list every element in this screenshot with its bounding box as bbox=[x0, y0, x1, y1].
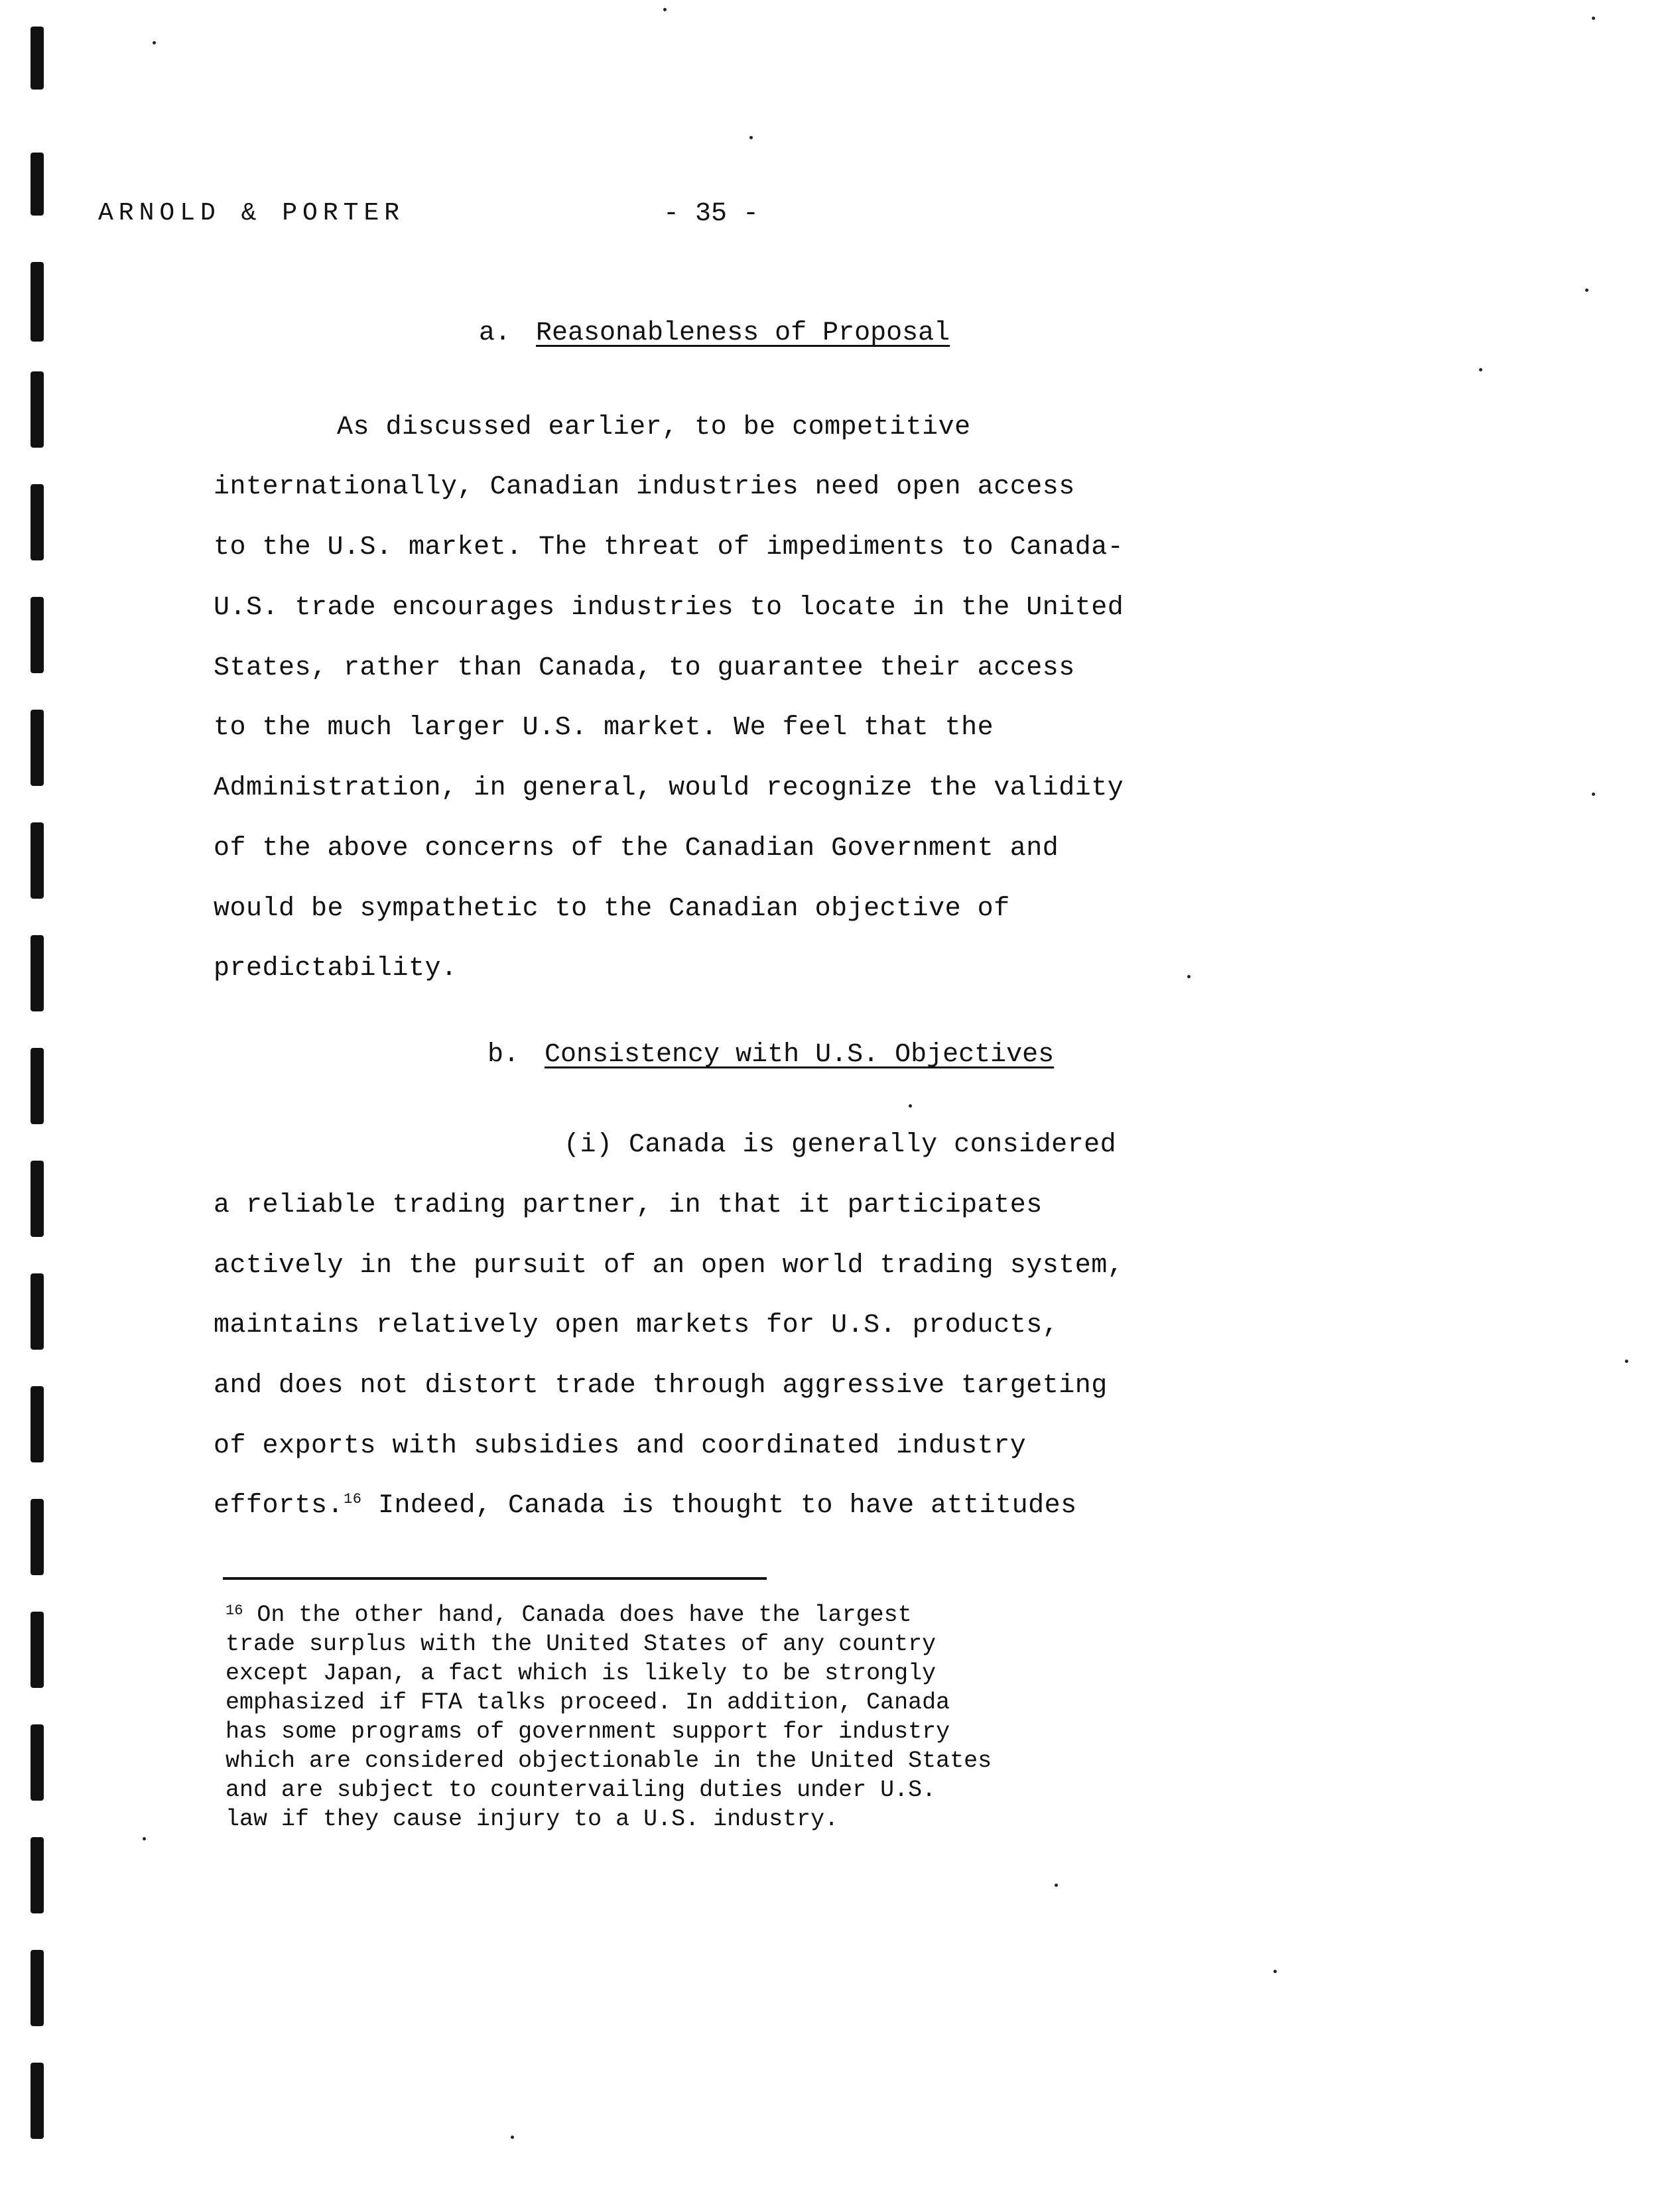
section-a-line: internationally, Canadian industries need open access bbox=[214, 472, 1075, 502]
section-b-last-line bbox=[214, 1491, 1077, 1521]
section-a-line: Administration, in general, would recognize the validity bbox=[214, 773, 1124, 803]
section-a-line: As discussed earlier, to be competitive bbox=[337, 413, 971, 442]
section-a-line: States, rather than Canada, to guarantee their access bbox=[214, 653, 1075, 683]
punch-mark bbox=[31, 371, 44, 448]
scan-speck bbox=[1479, 368, 1482, 371]
section-a-title: Reasonableness of Proposal bbox=[536, 318, 950, 348]
footnote-line: except Japan, a fact which is likely to be strongly bbox=[226, 1660, 937, 1687]
footnote-indent bbox=[243, 1602, 257, 1628]
section-b-line: maintains relatively open markets for U.S. products, bbox=[214, 1311, 1059, 1340]
scan-speck bbox=[143, 1837, 146, 1840]
punch-mark bbox=[31, 822, 44, 899]
section-a-line: predictability. bbox=[214, 954, 458, 984]
footnote-line: which are considered objectionable in the United States bbox=[226, 1748, 992, 1774]
scan-speck bbox=[909, 1104, 912, 1108]
footnote-line: has some programs of government support for industry bbox=[226, 1718, 950, 1745]
scan-speck bbox=[1187, 975, 1191, 978]
punch-mark bbox=[31, 1386, 44, 1462]
section-b-heading bbox=[487, 1040, 1054, 1070]
scan-speck bbox=[1585, 289, 1588, 292]
punch-mark bbox=[31, 1724, 44, 1801]
section-b-line: of exports with subsidies and coordinated industry bbox=[214, 1431, 1027, 1461]
section-b-line: efforts. bbox=[214, 1491, 344, 1521]
footnote-reference: 16 bbox=[344, 1491, 362, 1508]
punch-mark bbox=[31, 1499, 44, 1575]
scan-speck bbox=[1625, 1360, 1628, 1363]
scan-speck bbox=[1055, 1884, 1058, 1887]
punch-mark bbox=[31, 597, 44, 673]
punch-mark bbox=[31, 484, 44, 560]
footnote-line: On the other hand, Canada does have the largest bbox=[257, 1602, 912, 1628]
punch-mark bbox=[31, 1837, 44, 1913]
footnote-marker: 16 bbox=[226, 1602, 243, 1619]
punch-mark bbox=[31, 2063, 44, 2139]
section-a-heading bbox=[479, 318, 950, 348]
section-b-title: Consistency with U.S. Objectives bbox=[545, 1040, 1055, 1070]
section-a-line: of the above concerns of the Canadian Government and bbox=[214, 834, 1059, 864]
punch-mark bbox=[31, 27, 44, 90]
scan-speck bbox=[1592, 793, 1595, 796]
scan-speck bbox=[1592, 17, 1595, 20]
section-b-line: and does not distort trade through aggressive targeting bbox=[214, 1371, 1108, 1401]
scan-speck bbox=[153, 41, 156, 44]
footnote-line: trade surplus with the United States of any country bbox=[226, 1631, 937, 1657]
punch-mark bbox=[31, 1950, 44, 2026]
scan-speck bbox=[1273, 1970, 1277, 1973]
punch-mark bbox=[31, 1612, 44, 1688]
section-b-line: (i) Canada is generally considered bbox=[564, 1130, 1117, 1160]
section-b-line: a reliable trading partner, in that it participates bbox=[214, 1190, 1043, 1220]
punch-mark bbox=[31, 1048, 44, 1124]
punch-holes bbox=[19, 0, 58, 2186]
page-number: - 35 - bbox=[663, 199, 759, 229]
footnote-line: and are subject to countervailing duties under U.S. bbox=[226, 1777, 937, 1803]
scan-speck bbox=[663, 8, 667, 11]
firm-name-header: ARNOLD & PORTER bbox=[98, 199, 405, 227]
section-a-line: U.S. trade encourages industries to locate in the United bbox=[214, 593, 1124, 623]
punch-mark bbox=[31, 1161, 44, 1237]
scan-speck bbox=[511, 2136, 514, 2139]
section-b-line: actively in the pursuit of an open world trading system, bbox=[214, 1251, 1124, 1281]
punch-mark bbox=[31, 153, 44, 216]
scan-speck bbox=[749, 136, 753, 139]
section-a-line: to the U.S. market. The threat of impediments to Canada- bbox=[214, 533, 1124, 562]
punch-mark bbox=[31, 262, 44, 342]
section-a-line: would be sympathetic to the Canadian objective of bbox=[214, 894, 1010, 924]
footnote-first-line bbox=[226, 1604, 912, 1627]
footnote-line: emphasized if FTA talks proceed. In addition, Canada bbox=[226, 1689, 950, 1716]
footnote-divider bbox=[223, 1577, 767, 1580]
section-b-line-spacer bbox=[361, 1491, 378, 1521]
punch-mark bbox=[31, 935, 44, 1011]
punch-mark bbox=[31, 1273, 44, 1350]
section-b-number: b. bbox=[487, 1040, 520, 1070]
footnote-line: law if they cause injury to a U.S. industry. bbox=[226, 1806, 839, 1832]
section-b-line: Indeed, Canada is thought to have attitudes bbox=[377, 1491, 1077, 1521]
punch-mark bbox=[31, 710, 44, 786]
section-a-number: a. bbox=[479, 318, 511, 348]
section-a-line: to the much larger U.S. market. We feel that the bbox=[214, 713, 994, 743]
